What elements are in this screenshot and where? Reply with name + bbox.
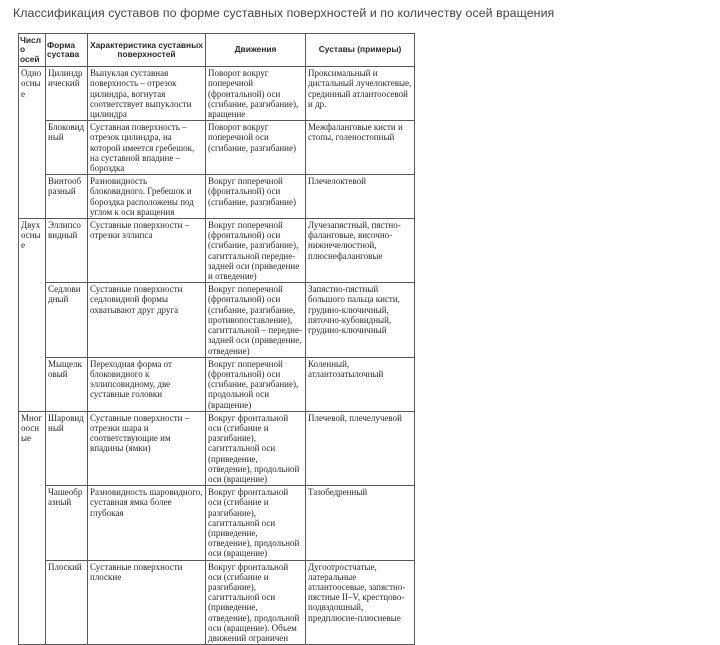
form-cell: Винтообразный	[46, 175, 88, 219]
form-cell: Блоковидный	[46, 121, 88, 175]
movements-cell: Вокруг фронтальной оси (сгибание и разгибание), сагиттальной оси (приведение, отведение), продольной оси (вращение). Объем движений ограничен	[206, 560, 306, 645]
table-row	[19, 283, 415, 357]
form-cell: Цилиндрический	[46, 67, 88, 121]
header-form: Форма сустава	[46, 34, 88, 67]
form-cell: Чашеобразный	[46, 486, 88, 560]
axes-cell: Многоосные	[19, 411, 46, 644]
surfaces-cell: Переходная форма от блоковидного к эллипсовидному, две суставные головки	[88, 357, 206, 411]
axes-cell: Двухосные	[19, 219, 46, 412]
page-title: Классификация суставов по форме суставных поверхностей и по количеству осей вращения	[13, 6, 555, 20]
movements-cell: Поворот вокруг поперечной (фронтальной) оси (сгибание, разгибание), вращение	[206, 67, 306, 121]
header-axes: Число осей	[19, 34, 46, 67]
movements-cell: Вокруг фронтальной оси (сгибание и разгибание), сагиттальной оси (приведение, отведение), продольной оси (вращение)	[206, 486, 306, 560]
table-row	[19, 121, 415, 175]
surfaces-cell: Разновидность блоковидного. Гребешок и бороздка расположены под углом к оси вращения	[88, 175, 206, 219]
header-movements: Движения	[206, 34, 306, 67]
surfaces-cell: Суставные поверхности – отрезки шара и соответствующие им впадины (ямки)	[88, 411, 206, 485]
movements-cell: Вокруг поперечной (фронтальной) оси (сгибание, разгибание), продольной оси (вращение)	[206, 357, 306, 411]
form-cell: Седловидный	[46, 283, 88, 357]
movements-cell: Вокруг фронтальной оси (сгибание и разгибание), сагиттальной оси (приведение, отведение), продольной оси (вращение)	[206, 411, 306, 485]
surfaces-cell: Суставные поверхности седловидной формы охватывают друг друга	[88, 283, 206, 357]
movements-cell: Поворот вокруг поперечной оси (сгибание, разгибание)	[206, 121, 306, 175]
surfaces-cell: Суставные поверхности – отрезки эллипса	[88, 219, 206, 283]
surfaces-cell: Суставные поверхности плоские	[88, 560, 206, 645]
surfaces-cell: Выпуклая суставная поверхность – отрезок цилиндра, вогнутая соответствует выпуклости цилиндра	[88, 67, 206, 121]
movements-cell: Вокруг поперечной (фронтальной) оси (сгибание, разгибание)	[206, 175, 306, 219]
table-row	[19, 175, 415, 219]
examples-cell: Плечевой, плечелучевой	[306, 411, 415, 485]
movements-cell: Вокруг поперечной (фронтальной) оси (сгибание, разгибание), сагиттальной передне-задней оси (приведение и отведение)	[206, 219, 306, 283]
examples-cell: Проксимальный и дистальный лучелоктевые, срединный атлантоосевой и др.	[306, 67, 415, 121]
examples-cell: Межфаланговые кисти и стопы, голеностопный	[306, 121, 415, 175]
examples-cell: Тазобедренный	[306, 486, 415, 560]
form-cell: Шаровидный	[46, 411, 88, 485]
table-row	[19, 560, 415, 645]
examples-cell: Дугоотростчатые, латеральные атлантоосевые, запястно-пястные II–V, крестцово-подвздошный, предплюсне-плюсневые	[306, 560, 415, 645]
examples-cell: Лучезапястный, пястно-фаланговые, височно-нижнечелюстной, плюснефаланговые	[306, 219, 415, 283]
examples-cell: Запястно-пястный большого пальца кисти, грудино-ключичный, пяточно-кубовидный, грудино-ключичный	[306, 283, 415, 357]
table-row	[19, 357, 415, 411]
form-cell: Мыщелковый	[46, 357, 88, 411]
table-header-row	[19, 34, 415, 67]
header-surfaces: Характеристика суставных поверхностей	[88, 34, 206, 67]
surfaces-cell: Суставная поверхность – отрезок цилиндра, на которой имеется гребешок, на суставной впадине – бороздка	[88, 121, 206, 175]
form-cell: Плоский	[46, 560, 88, 645]
axes-cell: Одноосные	[19, 67, 46, 219]
table-row	[19, 67, 415, 121]
table-row	[19, 486, 415, 560]
form-cell: Эллипсовидный	[46, 219, 88, 283]
joint-classification-table	[18, 33, 415, 645]
joint-classification-table-image	[18, 33, 414, 643]
table-row	[19, 219, 415, 283]
header-examples: Суставы (примеры)	[306, 34, 415, 67]
surfaces-cell: Разновидность шаровидного, суставная ямка более глубокая	[88, 486, 206, 560]
examples-cell: Плечелоктевой	[306, 175, 415, 219]
table-row	[19, 411, 415, 485]
movements-cell: Вокруг поперечной (фронтальной) оси (сгибание, разгибание, противопоставление), сагиттальной – передне-задней оси (приведение, отведение)	[206, 283, 306, 357]
examples-cell: Коленный, атлантозатылочный	[306, 357, 415, 411]
